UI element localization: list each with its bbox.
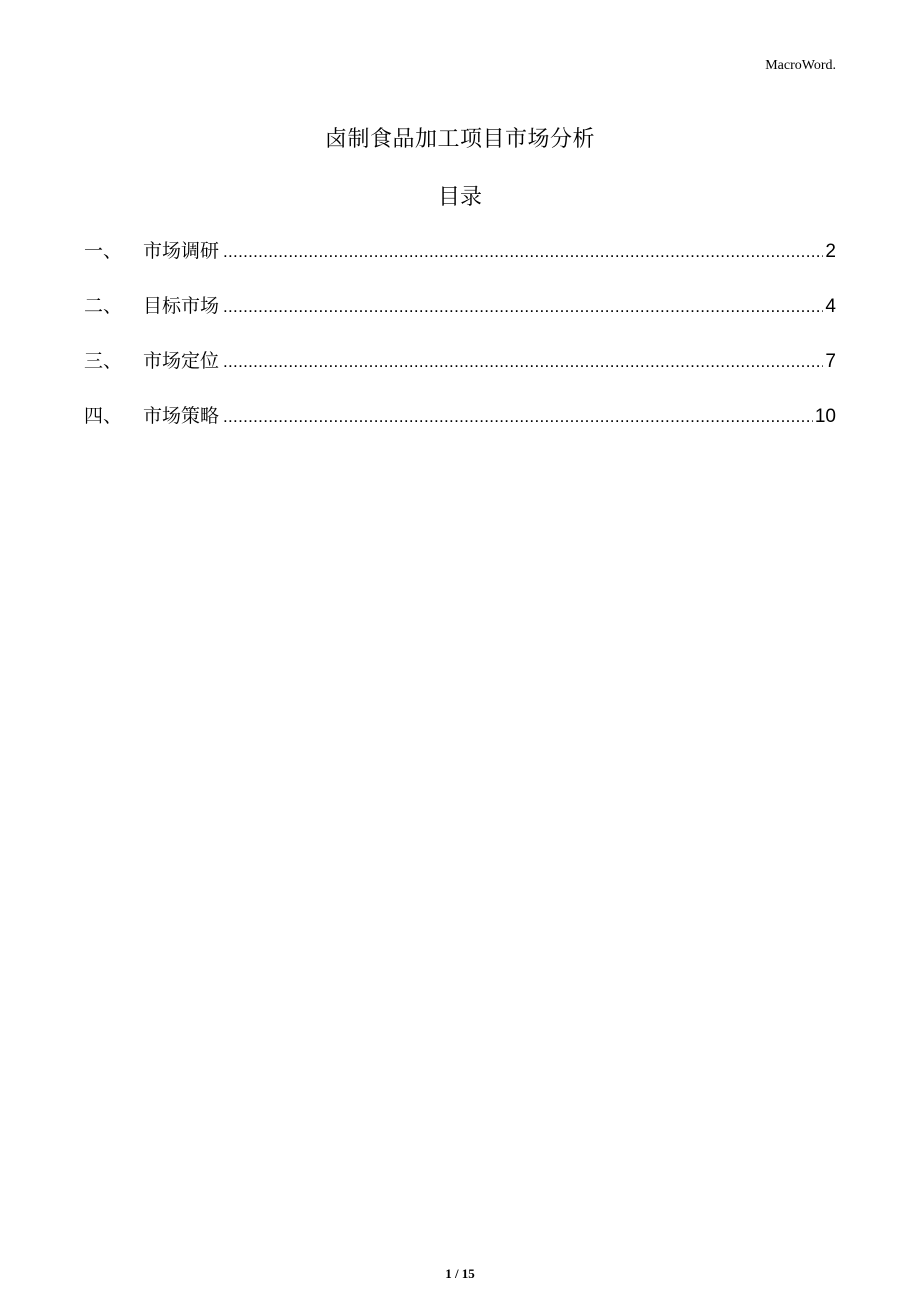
page-indicator: 1 / 15 [445,1266,475,1281]
toc-entry-market-research[interactable] [84,234,836,289]
toc-entry-market-strategy[interactable] [84,399,836,454]
table-of-contents [84,234,836,454]
toc-entry-number: 一、 [84,240,123,262]
toc-leader-dots [223,235,823,269]
toc-entry-number: 四、 [84,405,123,427]
toc-entry-number: 三、 [84,350,123,372]
toc-heading: 目录 [437,185,482,210]
toc-entry-page[interactable]: 4 [825,296,836,317]
toc-entry-page[interactable]: 7 [825,351,836,372]
toc-entry-target-market[interactable] [84,289,836,344]
toc-leader-dots [223,400,813,434]
document-title: 卤制食品加工项目市场分析 [324,127,595,152]
toc-entry-label[interactable]: 市场定位 [143,350,220,372]
toc-entry-label[interactable]: 目标市场 [143,295,220,317]
toc-entry-page[interactable]: 10 [814,406,836,427]
toc-entry-market-positioning[interactable] [84,344,836,399]
toc-entry-label[interactable]: 市场策略 [143,405,220,427]
header-brand: MacroWord. [765,58,836,73]
toc-leader-dots [223,290,823,324]
toc-leader-dots [223,345,823,379]
toc-entry-number: 二、 [84,295,123,317]
toc-entry-page[interactable]: 2 [825,241,836,262]
toc-entry-label[interactable]: 市场调研 [143,240,220,262]
